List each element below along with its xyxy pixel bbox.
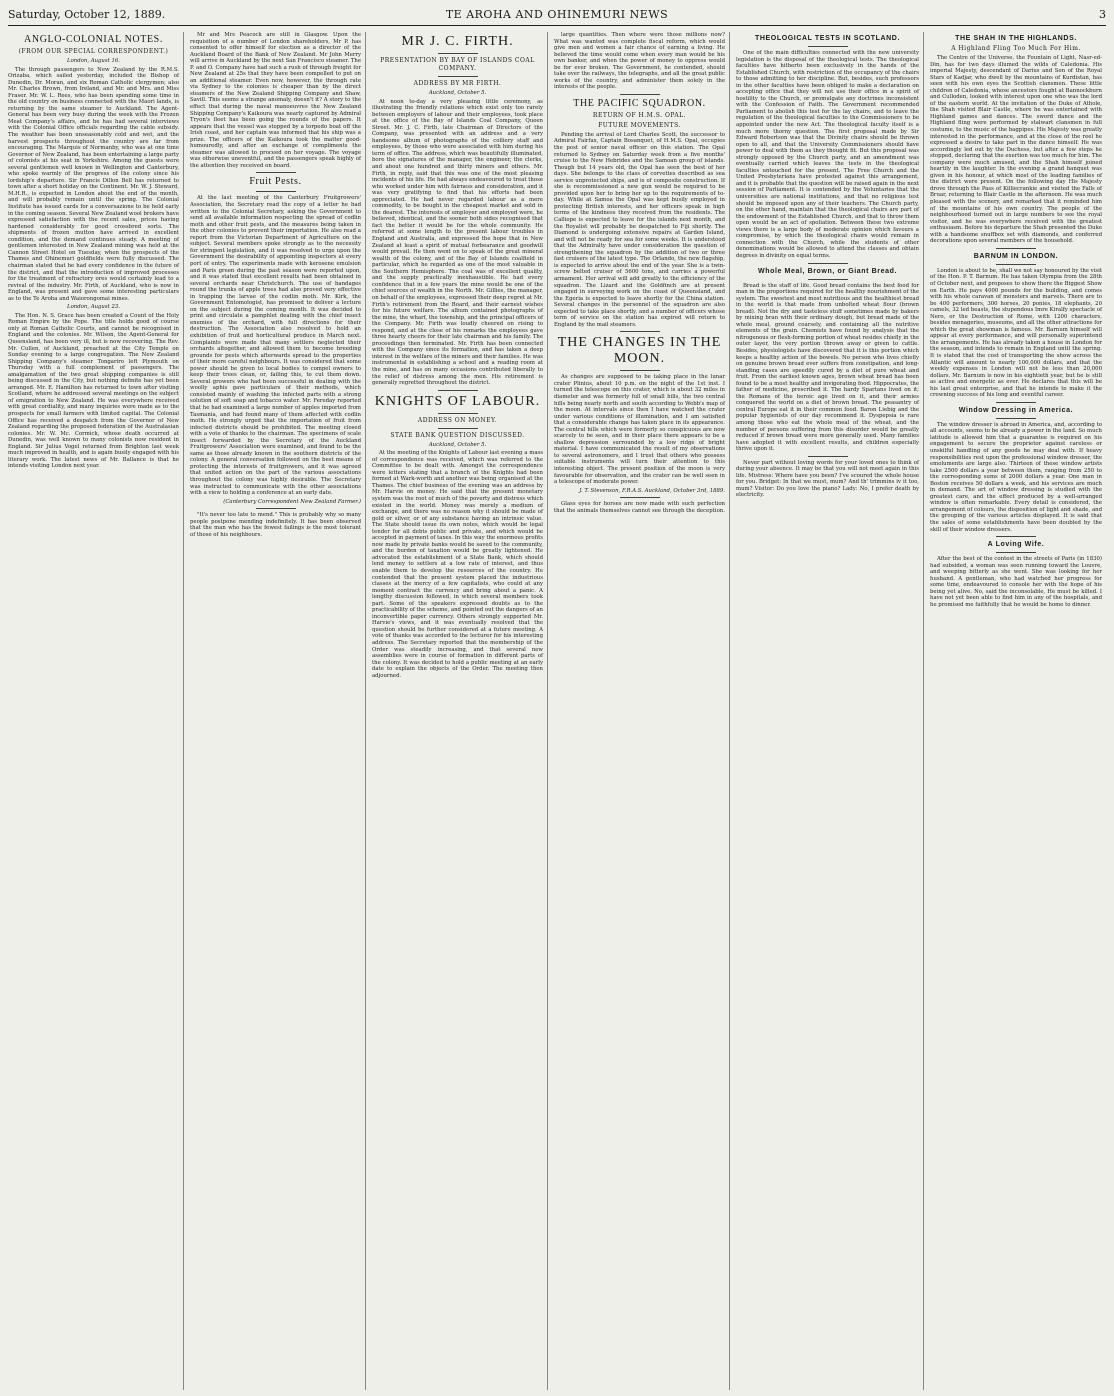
article-body: London is about to be, shall we not say honoured by the visit of the Hon. P. T. Barnum. He has taken Olympia from the 28th of October next, and proposes to show there the Biggest Show on Earth. He pays 4000 pounds for the building, and comes with his whole caravan of monsters and marvels. There are to be 400 performers, 300 horses, 20 ponies, 18 elephants, 20 camels, 32 led beasts, the stupendous Imre Kiralfy spectacle of Nero, or the Destruction of Rome, with 1200 characters, besides menageries, museums, and all the other attractions for which the great showman is famous. Mr. Barnum himself will appear at every performance, and will personally superintend the arrangements. He has already taken a house in London for the season, and intends to remain in England until the spring. It is stated that the cost of transporting the show across the Atlantic will amount to nearly 100,000 dollars, and that the weekly expenses in London will not be less than 20,000 dollars. Mr. Barnum is now in his eightieth year, but he is still as active and energetic as ever. He declares that this will be his last great enterprise, and that he intends to make it the crowning success of his long and eventful career. [930, 267, 1102, 399]
article-body: The Hon. N. S. Grace has been created a Count of the Holy Roman Empire by the Pope. The title holds good of course only at Roman Catholic Courts, and cannot be recognised in England and the colonies. Mr. Wilson, the Agent-General for Queensland, has been very ill, but is now recovering. The Rev. Mr. Cullen, of Auckland, preached at the City Temple on Sunday evening to a large congregation. The New Zealand Shipping Company's steamer Tongariro left Plymouth on Thursday with a full complement of passengers. The amalgamation of the two great shipping companies is still being discussed in the City, but nothing definite has yet been arranged. Mr. E. Hamilton has returned to town after visiting Scotland, where he addressed several meetings on the subject of emigration to New Zealand. He was everywhere received with great cordiality, and many inquiries were made as to the prospects for small farmers with limited capital. The Colonial Office has received a despatch from the Governor of New Zealand regarding the proposed federation of the Australasian colonies. Mr. W. Mc. Cormick, whose death occurred at Dunedin, was well known to many colonists now resident in England. Sir Julius Vogel returned from Brighton last week much improved in health, and is again busily engaged with his literary work. The latest news of Mr. Ballance is that he intends visiting London next year. [8, 312, 179, 470]
dateline: London, August 16. [67, 58, 120, 64]
article-sub-anglo-colonial: (FROM OUR SPECIAL CORRESPONDENT.) [18, 48, 169, 55]
dateline: Auckland, October 5. [428, 441, 487, 448]
divider [438, 76, 478, 77]
divider [996, 264, 1036, 265]
article-title-loving-wife: A Loving Wife. [987, 541, 1045, 549]
divider [996, 536, 1036, 537]
article-sub-pacific: RETURN OF H.M.S. OPAL. [592, 111, 687, 119]
divider [620, 94, 660, 95]
article-sub-firth-2: ADDRESS BY MR FIRTH. [413, 80, 502, 87]
article-title-whole-meal: Whole Meal, Brown, or Giant Bread. [757, 267, 898, 275]
article-signature: J. T. Stevenson, F.R.A.S. Auckland, October 3rd, 1889. [579, 487, 725, 494]
article-body: As changes are supposed to be taking place in the lunar crater Plinius, about 10 p.m. on the night of the 1st inst. I turned the telescope on this crater, which is about 32 miles in diameter and was formerly full of small hills, the two central hills being nearly north and south according to Webb's map of the moon. At intervals since then I have watched the crater under various conditions of illumination, and I am satisfied that a considerable change has taken place in its appearance. The central hills which were formerly so conspicuous are now scarcely to be seen, and in their place there appears to be a shallow depression surrounded by a low ridge of bright material. I have communicated the result of my observations to several astronomers, and I trust that others who possess suitable instruments will turn their attention to this interesting object. The present position of the moon is very favourable for observation, and the crater can be well seen in a telescope of moderate power. [554, 374, 725, 486]
divider [808, 263, 848, 264]
article-sub-knights-2: STATE BANK QUESTION DISCUSSED. [390, 431, 525, 439]
column-1 [8, 32, 184, 1390]
divider [438, 413, 478, 414]
column-2 [190, 32, 366, 1390]
article-body: The through passengers to New Zealand by the R.M.S. Orizaba, which sailed yesterday, included the Bishop of Dunedin, Dr. Moran, and six Roman Catholic clergymen; also Mr. Charles Brown, from Ireland, and Mr. and Mrs. and Miss Fraser. Mr. W. L. Rees, who has been spending some time in the old country on business connected with the Maori lands, is returning by the same steamer to Auckland. The Agent-General has been very busy during the week with the Frozen Meat Company's affairs, and he has had several interviews with the Colonial Office officials regarding the cable subsidy. The weather has been unseasonably cold and wet, and the harvest prospects throughout the country are far from encouraging. The Marquis of Normanby, who was at one time Governor of New Zealand, has been entertaining a large party of colonists at his seat in Yorkshire. Among the guests were several gentlemen well known in Wellington and Canterbury, who spoke warmly of the progress of the colony since his lordship's departure. Sir Francis Dillon Bell has returned to town after a short holiday on the Continent. Mr. W. J. Steward, M.H.R., is expected in London about the end of the month, and will probably remain until the spring. The Colonial Institute has issued cards for a conversazione to be held early in the coming season. Several New Zealand wool brokers have expressed satisfaction with the recent sales, prices having hardened considerably for good crossbred sorts. The shipments of frozen mutton have arrived in excellent condition, and the demand continues steady. A meeting of gentlemen interested in New Zealand mining was held at the Cannon Street Hotel on Tuesday, when the prospects of the Thames and Ohinemuri goldfields were fully discussed. The chairman stated that he had every confidence in the future of the district, and that the introduction of improved processes for the treatment of refractory ores would certainly lead to a revival of the industry. Mr. Firth, of Auckland, who is now in England, was present and gave some interesting particulars as to the Te Aroha and Waiorongomai mines. [8, 66, 179, 302]
divider [996, 418, 1036, 419]
article-sub-shah: A Highland Fling Too Much For Him. [951, 45, 1081, 52]
divider [996, 248, 1036, 249]
column-5 [736, 32, 924, 1390]
article-sub-pacific-2: FUTURE MOVEMENTS. [598, 121, 681, 129]
issue-date: Saturday, October 12, 1889. [8, 8, 166, 21]
article-title-moon: THE CHANGES IN THE MOON. [557, 335, 722, 367]
divider [620, 370, 660, 371]
divider [256, 172, 296, 173]
article-body: large quantities. Then where were those millions now? What was wanted was complete fiscal reform, which would give men and women a fair chance of earning a living. He believed the time would come when every man would be his own banker, and when the power of money to oppress would be for ever broken. The Government, he contended, should take over the railways, the telegraphs, and all the great public works of the country, and administer them solely in the interests of the people. [554, 32, 725, 91]
divider [620, 497, 660, 498]
article-body: Never part without loving words for your loved ones to think of during your absence. It may be that you will not meet again in this life. Mistress: Where have you been? I've scoured the whole house for you. Bridget: In that we must, mum? And th' trimmins iv it too, mum? Visitor: Do you love the piano? Lady: No, I prefer death by electricity. [736, 459, 919, 499]
article-body: Pending the arrival of Lord Charles Scott, the successor to Admiral Fairfax, Captain Bosanquet, of H.M.S. Opal, occupies the post of senior naval officer on this station. The Opal returned to Sydney on Saturday week from a five months' cruise to the New Hebrides and the Samoan group of islands. Though but 14 years old, the Opal has seen the best of her days. She belongs to the class of corvettes described as sea service unprotected ships, and is of composite construction. If she is recommissioned a new gun would be required to be provided upon her to bring her up to the requirements of to-day. While at Samoa the Opal was kept busily employed in protecting British interests, and her officers speak in high terms of the kindness they received from the residents. The Calliope is expected to leave for the islands next month, and the Royalist will probably be despatched to Fiji shortly. The Diamond is undergoing extensive repairs at Garden Island, and will not be ready for sea for some weeks. It is understood that the Admiralty have under consideration the question of strengthening the squadron by the addition of two or three fast cruisers of the latest type. The Orlando, the new flagship, is expected to arrive about the end of the year. She is a twin-screw belted cruiser of 5600 tons, and carries a powerful armament. Her arrival will add greatly to the efficiency of the squadron. The Lizard and the Goldfinch are at present engaged in surveying work on the coast of Queensland, and the Egeria is expected to leave shortly for the China station. Several changes in the personnel of the squadron are also expected to take place shortly, and a number of officers whose term of service on the station has expired will return to England by the mail steamers. [554, 131, 725, 328]
column-3 [372, 32, 548, 1390]
divider [256, 191, 296, 192]
article-body: One of the main difficulties connected with the new university legislation is the disposal of the theological tests. The theological faculties have hitherto been exclusively in the hands of the Established Church, with restriction of the occupancy of the chairs to those admitting to her discipline. But, besides, such professors in the other faculties have been obliged to make a declaration on accepting office that they will not use their office in a spirit of hostility to the Church, or promulgate any doctrines inconsistent with the Confession of Faith. The Government recommended Parliament to abolish this test for the lay chairs, and to leave the regulation of the theological faculties to the Commissioners to be appointed under the new Act. The theological faculty itself is a much more thorny question. The first proposal made by Sir Edward Robertson was that the Divinity chairs should be thrown open to all, and that the University Commissioners should have power to deal with them as they thought fit. But this proposal was strongly opposed by the Church party, and an amendment was eventually carried which leaves the tests in the theological faculties untouched for the present. The Free Church and the United Presbyterians have protested against this arrangement, and it is probable that the question will be raised again in the next session of Parliament. It is contended by the Voluntaries that the universities are national institutions, and that no religious test should be imposed upon any of their teachers. The Church party, on the other hand, maintain that the theological chairs are part of the endowment of the Established Church, and that to throw them open would be an act of spoliation. Between these two extreme views there is a large body of moderate opinion which favours a compromise, by which the theological chairs would remain in connection with the Church, while the students of other denominations would be allowed to attend the classes and obtain degrees in divinity on equal terms. [736, 50, 919, 259]
article-title-barnum: BARNUM IN LONDON. [973, 252, 1059, 260]
article-body: At the meeting of the Knights of Labour last evening a mass of correspondence was received, which was referred to the Committee to be dealt with. Amongst the correspondence were letters stating that a branch of the Knights had been formed at Wark-worth and another was being organised at the Thames. The chief business of the evening was an address by Mr. Harvie on money. He said that the present monetary system was the root of much of the poverty and distress which existed in the world. Money was merely a medium of exchange, and there was no reason why it should be made of gold or silver, or of any substance having an intrinsic value. The State should issue its own notes, which would be legal tender for all debts public and private, and which would be accepted in payment of taxes. In this way the enormous profits now made by private banks would be saved to the community, and the burden of taxation would be greatly lightened. He advocated the establishment of a State Bank, which should lend money to settlers at a low rate of interest, and thus enable them to develop the resources of the country. He contended that the present system placed the industrious classes at the mercy of a few capitalists, who could at any moment contract the currency and bring about a panic. A lengthy discussion followed, in which several members took part. Some of the speakers expressed doubts as to the practicability of the scheme, and pointed out the dangers of an inconvertible paper currency. Others strongly supported Mr. Harvie's views, and it was eventually resolved that the question should be further considered at a future meeting. A vote of thanks was accorded to the lecturer for his interesting address. The Secretary reported that the membership of the Order was steadily increasing, and that several new assemblies were in course of formation in different parts of the colony. It was decided to hold a public meeting at an early date to explain the objects of the Order. The meeting then adjourned. [372, 450, 543, 679]
article-body: Glass eyes for horses are now made with such perfection that the animals themselves cannot see through the deception. [554, 501, 725, 514]
divider [256, 508, 296, 509]
divider [438, 428, 478, 429]
divider [438, 390, 478, 391]
article-title-fruit-pests: Fruit Pests. [249, 176, 302, 188]
dateline: London, August 23. [67, 304, 120, 311]
divider [996, 552, 1036, 553]
article-body: At noon to-day a very pleasing little ceremony, as illustrating the friendly relations which exist only too rarely between employers of labour and their employees, took place at the office of the Bay of Islands Coal Company, Queen Street. Mr. J. C. Firth, late Chairman of Directors of the Company, was presented with an address and a very handsome album of photographs of the colliery staff and employees, by those who were associated with him during his term of office. The address, which was beautifully illuminated, bore the signatures of the manager, the engineer, the clerks, and about one hundred and thirty miners and others. Mr. Firth, in reply, said that this was one of the most pleasing incidents of his life. He had always endeavoured to treat those who worked under him with fairness and consideration, and it was very gratifying to find that his efforts had been appreciated. He had never regarded labour as a mere commodity, to be bought in the cheapest market and sold in the dearest. The interests of employer and employed were, he believed, identical, and the sooner both sides recognised that fact the better it would be for the whole community. He referred at some length to the present labour troubles in England and Australia, and expressed the hope that in New Zealand at least a spirit of mutual forbearance and goodwill would prevail. He then went on to speak of the great mineral wealth of the colony, and of the Bay of Islands coalfield in particular, which he regarded as one of the most valuable in the Southern Hemisphere. The coal was of excellent quality, and the supply practically inexhaustible. He had every confidence that in a few years the mine would be one of the chief sources of wealth in the North. Mr. Gillies, the manager, on behalf of the employees, expressed their deep regret at Mr. Firth's retirement from the Board, and their earnest wishes for his future welfare. The album contained photographs of the mine, the wharf, the township, and the principal officers of the Company. Mr. Firth was loudly cheered on rising to respond, and at the close of his remarks the employees gave three hearty cheers for their late chairman and his family. The proceedings then terminated. Mr. Firth has been connected with the Company since its formation, and has taken a deep interest in the welfare of the miners and their families. He was instrumental in establishing a school and a reading room at the mine, and has on many occasions contributed liberally to the relief of distress among the men. His retirement is generally regretted throughout the district. [372, 98, 543, 387]
article-title-anglo-colonial: ANGLO-COLONIAL NOTES. [24, 34, 163, 45]
article-body: The Centre of the Universe, the Fountain of Light, Nasr-ed-Din, has for two days illumed the wilds of Caledonia. His imperial Majesty, descendant of Darius and Son of the Royal Stars of Kadjar, who dwell by the mountains of Kurdistan, has seen with his own eyes the Scottish clansmen. These little children of Caledonia, whose ancestors fought at Bannockburn and Culloden, looked with interest upon one who was the lord of the eastern world. At the invitation of the Duke of Athole, the Shah visited Blair Castle, where he was entertained with Highland games and dances. The sword dance and the Highland fling were performed by stalwart clansmen in full costume, to the music of the bagpipes. His Majesty was greatly interested in the performance, and at the close of the reel he expressed a desire to take part in the dance himself. He was accordingly led out by the Duchess, but after a few steps he stopped, declaring that the exertion was too much for him. The company were much amused, and the Shah himself joined heartily in the laughter. In the evening a grand banquet was given in his honour, at which most of the leading families of the district were present. On the following day His Majesty drove through the Pass of Killiecrankie and visited the Falls of Bruar, returning to Blair Castle in the afternoon. He was much pleased with the scenery, and remarked that it reminded him of the mountains of his own country. The people of the neighbourhood turned out in large numbers to see the royal visitor, and he was everywhere received with the greatest enthusiasm. Before his departure the Shah presented the Duke with a handsome snuffbox set with diamonds, and conferred decorations upon several members of the household. [930, 55, 1102, 245]
article-title-theological: THEOLOGICAL TESTS IN SCOTLAND. [754, 35, 901, 42]
article-sub-knights: ADDRESS ON MONEY. [417, 416, 498, 424]
article-body: Mr and Mrs Peacock are still in Glasgow. Upon the requisition of a number of London shareholders, Mr P. has consented to offer himself for election as a director of the Auckland Board of the Bank of New Zealand. Mr John Merry will arrive in Auckland by the next San Francisco steamer. The P. and O. Company have had such a rush of through freight for New Zealand at 25s that they have been compelled to put on an additional steamer. Even now, however, the through rate via Sydney to the colonies is cheaper than by the direct steamers of the New Zealand Shipping Company and Shaw, Savill. This seems a strange anomaly, doesn't it? A story to the effect that during the naval manoeuvres the New Zealand Shipping Company's Kaikoura was nearly captured by Admiral Tryon's fleet has been going the rounds of the papers. It appears that the vessel was stopped by a torpedo boat off the Irish coast, and her captain was informed that his ship was a prize. The officers of the Kaikoura took the matter good-humouredly, and after an exchange of compliments the steamer was allowed to proceed on her voyage. The voyage was otherwise uneventful, and the passengers speak highly of the attention they received on board. [190, 32, 361, 169]
divider [996, 402, 1036, 403]
article-body: The window dresser is abroad in America, and, according to all accounts, seems to be already a power in the land. So much latitude is allowed him that a guarantee is required on his engagement to secure the proprietor against careless or unskilful handling of any goods he may deal with. If heavy responsibilities rest upon the professional window dresser, the emoluments are large also. Thirteen of these window artists take 2500 dollars a year between them, ranging from 250 to the corresponding sums of 2000 dollars a year. One man in Boston receives 50 dollars a week, and his services are much in demand. The art of window dressing is studied with the greatest care, and the effect produced by a well-arranged window is often remarkable. Every detail is considered, the arrangement of colours, the disposition of light and shade, and the grouping of the various articles displayed. It is said that the sales of some establishments have been doubled by the skill of their window dressers. [930, 421, 1102, 533]
divider [808, 456, 848, 457]
divider [808, 46, 848, 47]
article-title-shah: THE SHAH IN THE HIGHLANDS. [955, 35, 1077, 42]
article-title-firth: MR J. C. FIRTH. [401, 34, 514, 49]
divider [438, 53, 478, 54]
masthead [8, 4, 1106, 26]
column-4 [554, 32, 730, 1390]
column-6 [930, 32, 1106, 1390]
divider [808, 279, 848, 280]
article-body: "It's never too late to mend." This is probably why so many people postpone mending indefinitely. It has been observed that the man who has the fewest failings is the most tolerant of those of his neighbours. [190, 512, 361, 538]
newspaper-title: TE AROHA AND OHINEMURI NEWS [445, 8, 669, 21]
article-body: At the last meeting of the Canterbury Fruitgrowers' Association, the Secretary read the copy of a letter he had written to the Colonial Secretary, asking the Government to send all available information respecting the spread of codlin moth and other fruit pests, and the measures being taken in the other colonies to prevent their importation. He also read a report from the Victorian Department of Agriculture on the subject. Several members spoke strongly as to the necessity for stringent legislation, and it was resolved to urge upon the Government the desirability of appointing inspectors at every port of entry. The experiments made with kerosene emulsion and Paris green during the past season were reported upon, and it was stated that excellent results had been obtained in several orchards near Christchurch. The use of bandages round the trunks of apple trees had also proved very effective in trapping the larvae of the codlin moth. Mr. Kirk, the Government Entomologist, has promised to deliver a lecture on the subject during the coming month. It was decided to print and circulate a pamphlet dealing with the chief insect enemies of the orchard, with full directions for their destruction. The Association also resolved to hold an exhibition of fruit and horticultural produce in March next. Complaints were made that many settlers neglected their orchards altogether, and allowed them to become breeding grounds for pests which afterwards spread to the properties of their more careful neighbours. It was considered that some power should be given to local bodies to compel owners to keep their trees clean, or, failing this, to cut them down. Several growers who had been successful in dealing with the woolly aphis gave particulars of their methods, which consisted mainly of washing the infected parts with a strong solution of soft soap and tobacco water. Mr. Fereday reported that he had examined a large number of apples imported from Tasmania, and had found many of them affected with codlin moth. He strongly urged that the importation of fruit from infected districts should be prohibited. The meeting closed with a vote of thanks to the chairman. The specimens of scale insect forwarded by the Secretary of the Auckland Fruitgrowers' Association were examined, and found to be the same as those already known in the southern districts of the colony. A general conversation followed on the best means of protecting the interests of fruitgrowers, and it was agreed that united action on the part of the various associations throughout the colony was highly desirable. The Secretary was instructed to communicate with the other associations with a view to holding a conference at an early date. [190, 195, 361, 497]
dateline: Auckland, October 5. [428, 90, 487, 96]
article-title-pacific: THE PACIFIC SQUADRON. [573, 97, 706, 109]
article-title-window: Window Dressing in America. [958, 406, 1074, 414]
article-title-knights: KNIGHTS OF LABOUR. [374, 393, 541, 409]
divider [620, 331, 660, 332]
page-number: 3 [1099, 8, 1106, 21]
article-body: After the best of the contest in the streets of Paris (in 1830) had subsided, a woman was seen running toward the Louvre, and weeping bitterly as she went. She was looking for her husband. A gentleman, who had watched her progress for some time, endeavoured to console her with the hope of his being yet alive. No, said the inconsolable, He must be killed. I have not yet been able to find him in any of the hospitals, and he promised me faithfully that he would be home to dinner. [930, 556, 1102, 608]
article-signature: (Canterbury Correspondent New Zealand Farmer.) [223, 498, 361, 505]
article-body: Bread is the staff of life. Good bread contains the best food for man in the proportions required for the healthy nourishment of the system. The sweetest and most nutritious and the healthiest bread in the world is that made from unbolted wheat flour (brown bread). Not the dry and tasteless stuff sometimes made by bakers by mixing bran with their ordinary dough, but bread made of the whole meal, ground coarsely, and containing all the nutritive elements of the grain. Chemists have found by analysis that the nitrogenous or flesh-forming portion of wheat resides chiefly in the outer layer, the very portion thrown away or given to cattle. Besides, physiologists have discovered that it is this portion which keeps a healthy action of the bowels. No person who lives chiefly on genuine brown bread ever suffers from constipation, and long-standing cases are speedily cured by a diet of pure wheat and fruit. From the earliest known ages, brown wheat bread has been found to be a most healthy and invigorating food. Hippocrates, the father of medicine, prescribed it. The hardy Spartans lived on it; the Romans of the heroic age lived on it, and their armies conquered the world on a diet of brown bread. The peasantry of central Europe eat it in their common food. Baron Liebig and the popular hygienists of our day recommend it. Dyspepsia is rare among those who eat the whole meal of the wheat, and the number of persons suffering from this disorder would be greatly reduced if brown bread were more generally used. Many families have adopted it with excellent results, and children especially thrive upon it. [736, 282, 919, 453]
article-sub-firth: PRESENTATION BY BAY OF ISLANDS COAL COMPANY. [380, 57, 535, 72]
